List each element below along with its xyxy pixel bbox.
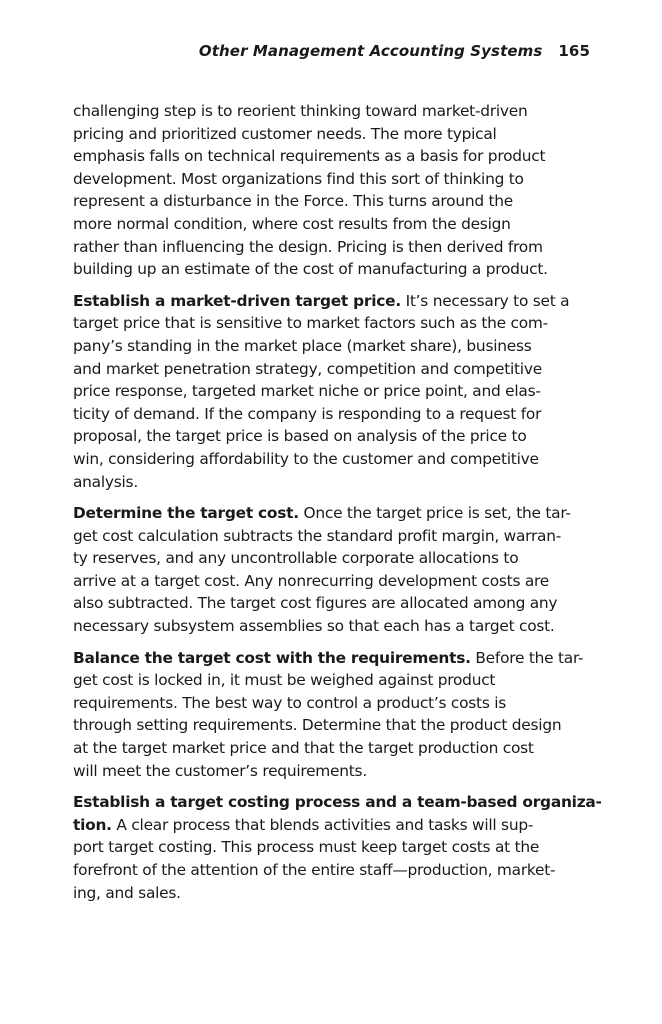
paragraph-lead: Establish a target costing process and a team-based organiza- [73, 793, 602, 812]
text-line: forefront of the attention of the entire staff—production, market- [73, 861, 556, 879]
intro-paragraph [73, 100, 595, 281]
text-line [73, 502, 595, 525]
text-line: arrive at a target cost. Any nonrecurring development costs are [73, 571, 550, 590]
running-head-title: Other Management Accounting Systems [198, 42, 543, 60]
text-line [73, 791, 602, 814]
text-line: at the target market price and that the target production cost [73, 739, 534, 758]
text-line: ticity of demand. If the company is responding to a request for [73, 404, 542, 423]
text-line: target price that is sensitive to market factors such as the com- [73, 314, 548, 333]
text-line: and market penetration strategy, competition and competitive [73, 359, 542, 378]
paragraph-determine-target-cost [73, 502, 595, 638]
body-text [73, 100, 602, 913]
text-line: port target costing. This process must keep target costs at the [73, 838, 540, 857]
paragraph-lead-continued: tion. [73, 815, 112, 834]
paragraph-lead: Establish a market-driven target price. [73, 291, 401, 310]
text-line: proposal, the target price is based on analysis of the price to [73, 427, 527, 446]
text-line [73, 814, 595, 837]
text-line: development. Most organizations find this sort of thinking to [73, 169, 524, 188]
lead-line-rest: Once the target price is set, the tar- [298, 504, 571, 523]
text-line: building up an estimate of the cost of manufacturing a product. [73, 260, 548, 279]
page-number: 165 [558, 42, 590, 60]
text-line: challenging step is to reorient thinking toward market-driven [73, 102, 528, 120]
text-line: get cost is locked in, it must be weighed against product [73, 671, 496, 690]
text-line: analysis. [73, 472, 138, 491]
paragraph-balance-target-cost [73, 647, 595, 783]
paragraph-lead: Determine the target cost. [73, 504, 299, 523]
text-line: also subtracted. The target cost figures are allocated among any [73, 594, 558, 613]
text-line: get cost calculation subtracts the standard profit margin, warran- [73, 526, 562, 545]
lead-line-rest: A clear process that blends activities and tasks will sup- [111, 815, 534, 834]
text-line: represent a disturbance in the Force. This turns around the [73, 192, 514, 211]
paragraph-target-costing-process [73, 791, 602, 904]
text-line: requirements. The best way to control a product’s costs is [73, 693, 507, 712]
paragraph-market-driven-target-price [73, 290, 595, 493]
text-line: rather than influencing the design. Pricing is then derived from [73, 237, 543, 256]
lead-line-rest: Before the tar- [470, 648, 584, 667]
text-line: necessary subsystem assemblies so that each has a target cost. [73, 617, 555, 636]
text-line: through setting requirements. Determine that the product design [73, 716, 562, 735]
text-line: price response, targeted market niche or price point, and elas- [73, 382, 541, 401]
text-line: emphasis falls on technical requirements as a basis for product [73, 147, 546, 166]
lead-line-rest: It’s necessary to set a [400, 291, 570, 310]
text-line: more normal condition, where cost results from the design [73, 214, 511, 233]
text-line [73, 290, 595, 313]
text-line: will meet the customer’s requirements. [73, 761, 367, 780]
paragraph-lead: Balance the target cost with the requirements. [73, 648, 471, 667]
running-head [72, 42, 590, 60]
text-line: ty reserves, and any uncontrollable corporate allocations to [73, 549, 519, 568]
text-line: pricing and prioritized customer needs. The more typical [73, 124, 497, 143]
text-line [73, 647, 595, 670]
text-line: pany’s standing in the market place (market share), business [73, 336, 532, 355]
text-line: win, considering affordability to the customer and competitive [73, 449, 539, 468]
text-line: ing, and sales. [73, 883, 181, 902]
